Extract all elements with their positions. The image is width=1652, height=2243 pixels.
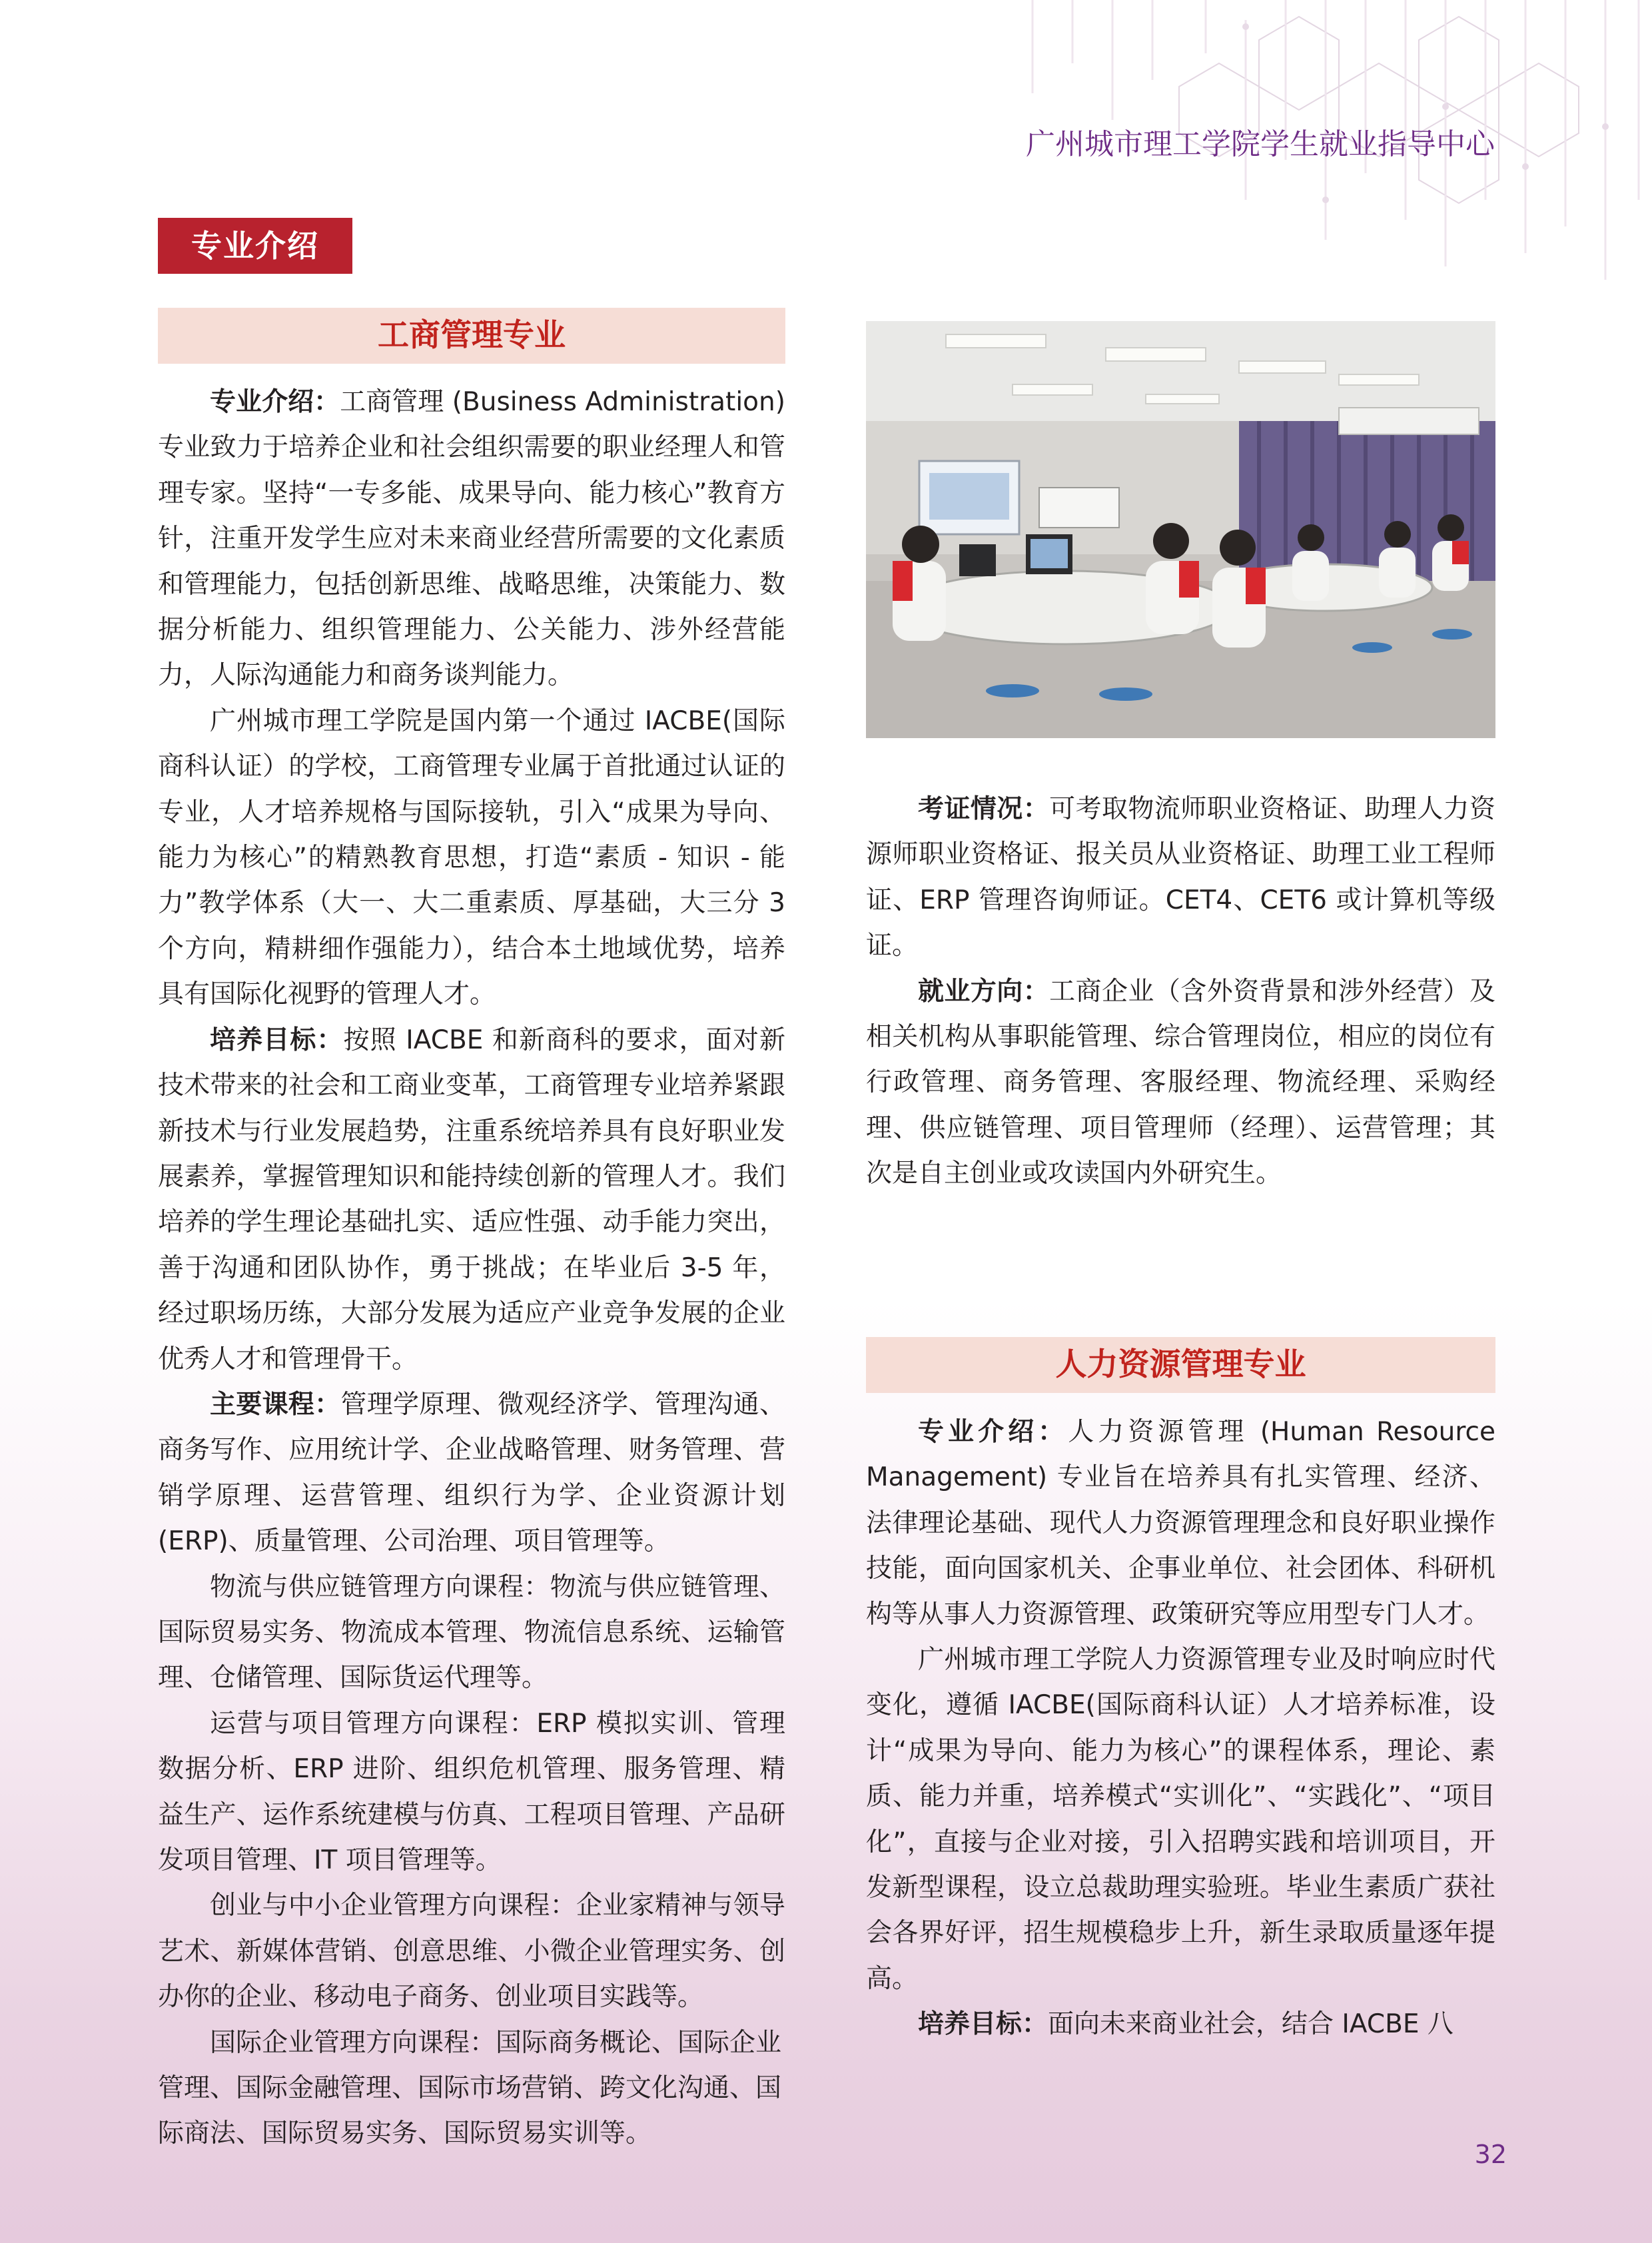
ba-startup-paragraph: 创业与中小企业管理方向课程：企业家精神与领导艺术、新媒体营销、创意思维、小微企业管理实务、创办你的企业、移动电子商务、创业项目实践等。 <box>158 1891 785 2013</box>
hr-goal-text: 面向未来商业社会，结合 IACBE 八 <box>1048 2009 1453 2040</box>
ba-cert-paragraph <box>866 787 1495 969</box>
ba-courses-text: 管理学原理、微观经济学、管理沟通、商务写作、应用统计学、企业战略管理、财务管理、营销学原理、运营管理、组织行为学、企业资源计划 (ERP)、质量管理、公司治理、项目管理等。 <box>158 1389 785 1557</box>
section-label: 专业介绍 <box>158 218 352 274</box>
ba-intro-text: 工商管理 (Business Administration) 专业致力于培养企业和社会组织需要的职业经理人和管理专家。坚持“一专多能、成果导向、能力核心”教育方针，注重开发学生应对未来商业经营所需要的文化素质和管理能力，包括创新思维、战略思维，决策能力、数据分析能力、组织管理能力、公关能力、涉外经营能力，人际沟通能力和商务谈判能力。 <box>158 387 785 691</box>
ba-career-text: 工商企业（含外资背景和涉外经营）及相关机构从事职能管理、综合管理岗位，相应的岗位有行政管理、商务管理、客服经理、物流经理、采购经理、供应链管理、项目管理师（经理）、运营管理；其次是自主创业或攻读国内外研究生。 <box>866 976 1495 1189</box>
ba-career-label: 就业方向： <box>918 976 1050 1007</box>
classroom-photo <box>866 321 1495 738</box>
hr-intro-text: 人力资源管理 (Human Resource Management) 专业旨在培养具有扎实管理、经济、法律理论基础、现代人力资源管理理念和良好职业操作技能，面向国家机关、企事业单位、社会团体、科研机构等从事人力资源管理、政策研究等应用型专门人才。 <box>866 1417 1495 1629</box>
ba-courses-paragraph <box>158 1382 785 1565</box>
ba-cert-text: 可考取物流师职业资格证、助理人力资源师职业资格证、报关员从业资格证、助理工业工程师证、ERP 管理咨询师证。CET4、CET6 或计算机等级证。 <box>866 794 1495 961</box>
ba-iacbe-paragraph: 广州城市理工学院是国内第一个通过 IACBE(国际商科认证）的学校，工商管理专业属于首批通过认证的专业，人才培养规格与国际接轨，引入“成果为导向、能力为核心”的精熟教育思想，打造“素质 - 知识 - 能力”教学体系（大一、大二重素质、厚基础，大三分 3 个方向，精耕细作强能力），结合本土地域优势，培养具有国际化视野的管理人才。 <box>158 705 785 1010</box>
header-title: 广州城市理工学院学生就业指导中心 <box>1026 127 1495 161</box>
ba-logistics-paragraph: 物流与供应链管理方向课程：物流与供应链管理、国际贸易实务、物流成本管理、物流信息系统、运输管理、仓储管理、国际货运代理等。 <box>158 1571 785 1693</box>
hr-intro-label: 专业介绍： <box>918 1417 1068 1447</box>
ba-goal-label: 培养目标： <box>210 1025 344 1055</box>
right-column-top <box>866 787 1495 1197</box>
ba-intro-paragraph <box>158 380 785 699</box>
ba-courses-label: 主要课程： <box>210 1389 341 1420</box>
hr-goal-paragraph <box>866 2002 1495 2047</box>
ba-intl-paragraph: 国际企业管理方向课程：国际商务概论、国际企业管理、国际金融管理、国际市场营销、跨文化沟通、国际商法、国际贸易实务、国际贸易实训等。 <box>158 2027 782 2149</box>
hr-intro-paragraph <box>866 1410 1495 1637</box>
ba-goal-paragraph <box>158 1018 785 1382</box>
ba-cert-label: 考证情况： <box>918 794 1050 824</box>
ba-career-paragraph <box>866 969 1495 1197</box>
ba-intro-label: 专业介绍： <box>210 387 340 417</box>
hr-iacbe-paragraph: 广州城市理工学院人力资源管理专业及时响应时代变化，遵循 IACBE(国际商科认证）人才培养标准，设计“成果为导向、能力为核心”的课程体系，理论、素质、能力并重，培养模式“实训化”、“实践化”、“项目化”，直接与企业对接，引入招聘实践和培训项目，开发新型课程，设立总裁助理实验班。毕业生素质广获社会各界好评，招生规模稳步上升，新生录取质量逐年提高。 <box>866 1645 1495 1994</box>
right-column-bottom <box>866 1410 1495 2048</box>
page-number: 32 <box>1474 2140 1507 2169</box>
hr-goal-label: 培养目标： <box>918 2009 1048 2040</box>
ba-goal-text: 按照 IACBE 和新商科的要求，面对新技术带来的社会和工商业变革，工商管理专业培养紧跟新技术与行业发展趋势，注重系统培养具有良好职业发展素养，掌握管理知识和能持续创新的管理人才。我们培养的学生理论基础扎实、适应性强、动手能力突出，善于沟通和团队协作，勇于挑战；在毕业后 3-5 年，经过职场历练，大部分发展为适应产业竞争发展的企业优秀人才和管理骨干。 <box>158 1025 785 1374</box>
left-column <box>158 380 785 2157</box>
business-admin-heading: 工商管理专业 <box>158 308 785 364</box>
ba-operations-paragraph: 运营与项目管理方向课程：ERP 模拟实训、管理数据分析、ERP 进阶、组织危机管理、服务管理、精益生产、运作系统建模与仿真、工程项目管理、产品研发项目管理、IT 项目管理等。 <box>158 1708 785 1875</box>
hr-heading: 人力资源管理专业 <box>866 1337 1495 1393</box>
